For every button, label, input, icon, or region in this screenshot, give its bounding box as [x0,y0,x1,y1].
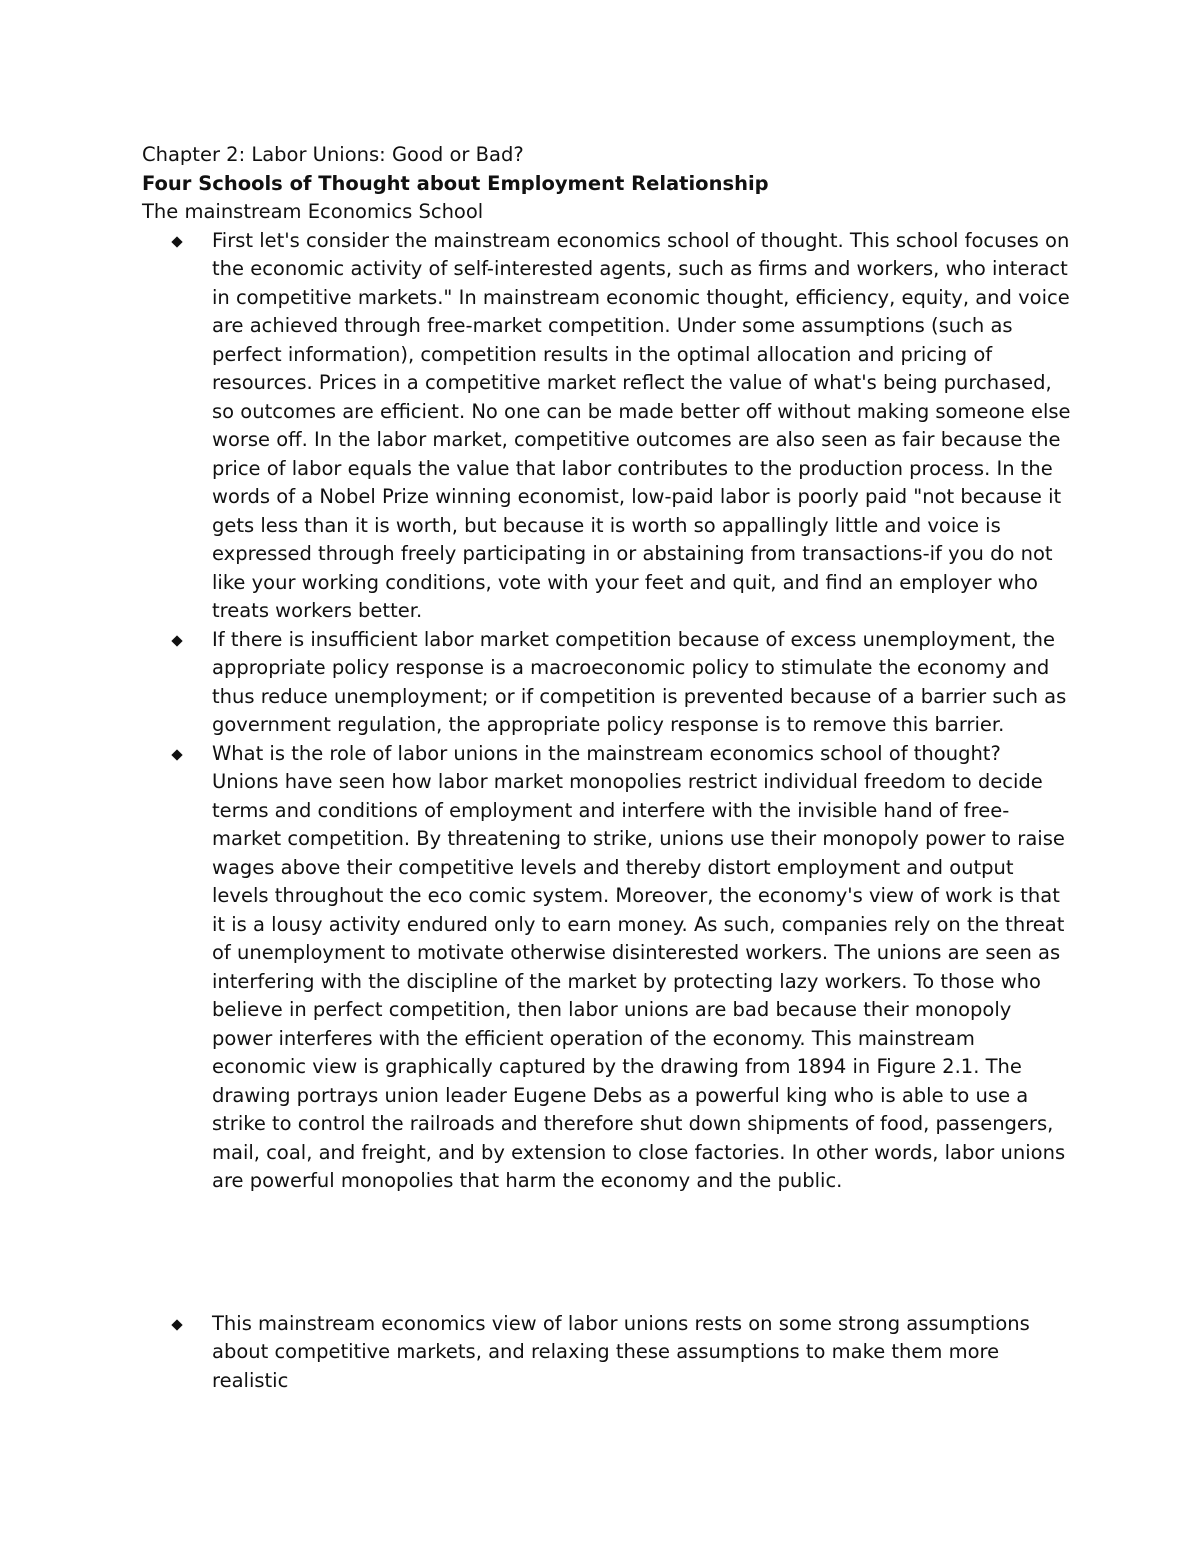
blank-gap [142,1196,1072,1310]
bullet-icon [171,1319,182,1330]
bullet-icon [171,749,182,760]
bullet-list-continued [142,1310,1072,1396]
list-item-text: What is the role of labor unions in the mainstream economics school of thought? Unions have seen how labor market monopolies restrict individual freedom to decide terms and conditions of employment and interfere with the invisible hand of free-market competition. By threatening to strike, unions use their monopoly power to raise wages above their competitive levels and thereby distort employment and output levels throughout the eco comic system. Moreover, the economy's view of work is that it is a lousy activity endured only to earn money. As such, companies rely on the threat of unemployment to motivate otherwise disinterested workers. The unions are seen as interfering with the discipline of the market by protecting lazy workers. To those who believe in perfect competition, then labor unions are bad because their monopoly power interferes with the efficient operation of the economy. This mainstream economic view is graphically captured by the drawing from 1894 in Figure 2.1. The drawing portrays union leader Eugene Debs as a powerful king who is able to use a strike to control the railroads and therefore shut down shipments of food, passengers, mail, coal, and freight, and by extension to close factories. In other words, labor unions are powerful monopolies that harm the economy and the public. [212,741,1066,1192]
list-item-text: If there is insufficient labor market competition because of excess unemployment, the appropriate policy response is a macroeconomic policy to stimulate the economy and thus reduce unemployment; or if competition is prevented because of a barrier such as government regulation, the appropriate policy response is to remove this barrier. [212,627,1067,736]
list-item-text: This mainstream economics view of labor unions rests on some strong assumptions about competitive markets, and relaxing these assumptions to make them more realistic [212,1311,1030,1392]
subsection-title: The mainstream Economics School [142,200,484,223]
bullet-icon [171,635,182,646]
list-item [212,626,1072,740]
bullet-list [142,227,1072,1196]
list-item [212,740,1072,1196]
bullet-icon [171,236,182,247]
list-item [212,1310,1072,1396]
list-item [212,227,1072,626]
chapter-title: Chapter 2: Labor Unions: Good or Bad? [142,143,524,166]
list-item-text: First let's consider the mainstream economics school of thought. This school focuses on the economic activity of self-interested agents, such as firms and workers, who interact in competitive markets." In mainstream economic thought, efficiency, equity, and voice are achieved through free-market competition. Under some assumptions (such as perfect information), competition results in the optimal allocation and pricing of resources. Prices in a competitive market reflect the value of what's being purchased, so outcomes are efficient. No one can be made better off without making someone else worse off. In the labor market, competitive outcomes are also seen as fair because the price of labor equals the value that labor contributes to the production process. In the words of a Nobel Prize winning economist, low-paid labor is poorly paid "not because it gets less than it is worth, but because it is worth so appallingly little and voice is expressed through freely participating in or abstaining from transactions-if you do not like your working conditions, vote with your feet and quit, and find an employer who treats workers better. [212,228,1071,622]
document-page [142,141,1072,1395]
section-title: Four Schools of Thought about Employment Relationship [142,171,769,195]
